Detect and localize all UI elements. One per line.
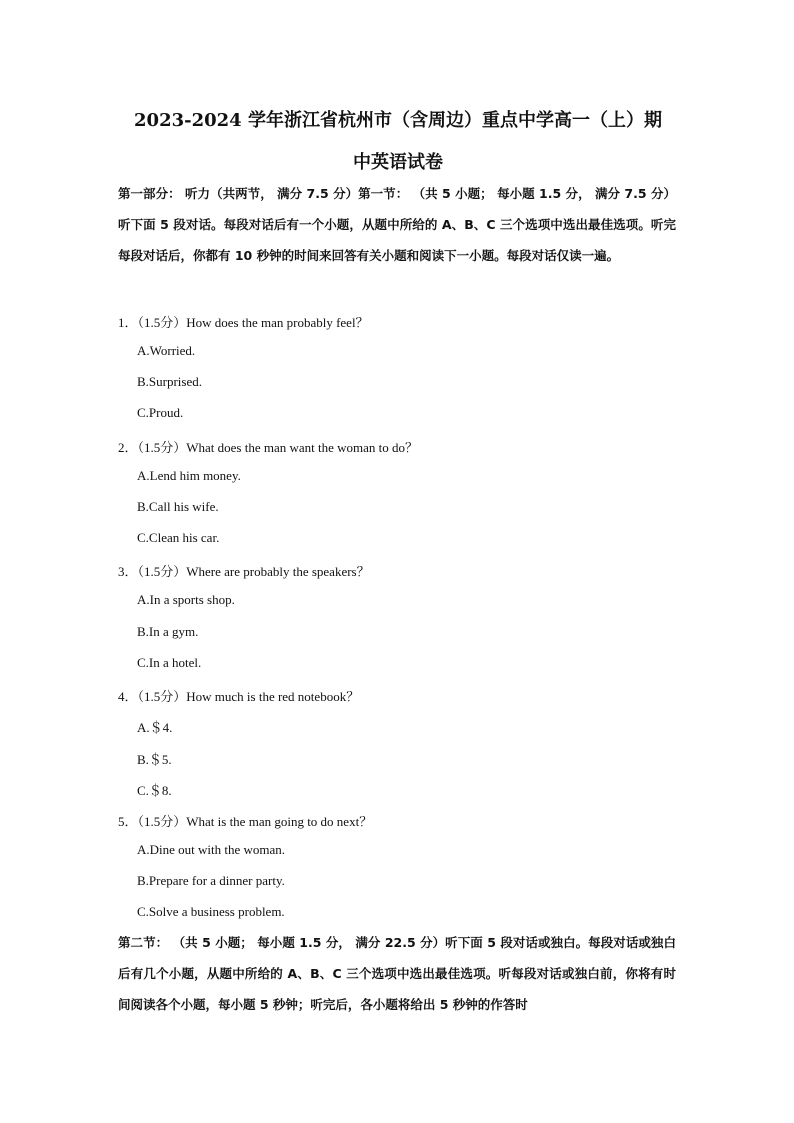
- question-1-option-b: B.Surprised.: [137, 374, 202, 389]
- question-1-option-c: C.Proud.: [137, 405, 184, 420]
- part2-instructions: 第二节： （共 5 小题； 每小题 1.5 分， 满分 22.5 分）听下面 5 段对话或独白。每段对话或独白后有几个小题，从题中所给的 A、B、C 三个选项中选出最佳选项。听每段对话或独白前，你将有时间阅读各个小题，每小题 5 秒钟；听完后，各小题将给出 5 秒钟的作答时: [118, 935, 676, 1012]
- question-2-stem: 2．（1.5分）What does the man want the woman to do？: [118, 440, 419, 455]
- question-4-option-b: B.＄5.: [137, 752, 172, 767]
- question-2-option-a: A.Lend him money.: [137, 468, 241, 483]
- question-1-option-a: A.Worried.: [137, 343, 196, 358]
- question-5-option-a: A.Dine out with the woman.: [137, 842, 286, 857]
- question-5-option-b: B.Prepare for a dinner party.: [137, 873, 285, 888]
- question-3-option-a: A.In a sports shop.: [137, 592, 235, 607]
- question-2-option-c: C.Clean his car.: [137, 530, 220, 545]
- question-4-stem: 4．（1.5分）How much is the red notebook？: [118, 689, 360, 704]
- question-4-option-c: C.＄8.: [137, 783, 172, 798]
- question-1-stem: 1．（1.5分）How does the man probably feel？: [118, 315, 369, 330]
- question-3-stem: 3．（1.5分）Where are probably the speakers？: [118, 564, 370, 579]
- question-2-option-b: B.Call his wife.: [137, 499, 219, 514]
- question-5-option-c: C.Solve a business problem.: [137, 904, 285, 919]
- question-3-option-b: B.In a gym.: [137, 624, 199, 639]
- question-3-option-c: C.In a hotel.: [137, 655, 202, 670]
- question-5-stem: 5．（1.5分）What is the man going to do next？: [118, 814, 373, 829]
- question-4-option-a: A.＄4.: [137, 720, 173, 735]
- part1-instructions: 第一部分： 听力（共两节， 满分 7.5 分）第一节： （共 5 小题； 每小题 1.5 分， 满分 7.5 分）听下面 5 段对话。每段对话后有一个小题，从题中所给的 A、B、C 三个选项中选出最佳选项。听完每段对话后，你都有 10 秒钟的时间来回答有关小题和阅读下一小题。每段对话仅读一遍。: [118, 186, 676, 263]
- exam-title-line1: 2023-2024 学年浙江省杭州市（含周边）重点中学高一（上）期: [134, 110, 662, 131]
- exam-title-line2: 中英语试卷: [353, 152, 443, 173]
